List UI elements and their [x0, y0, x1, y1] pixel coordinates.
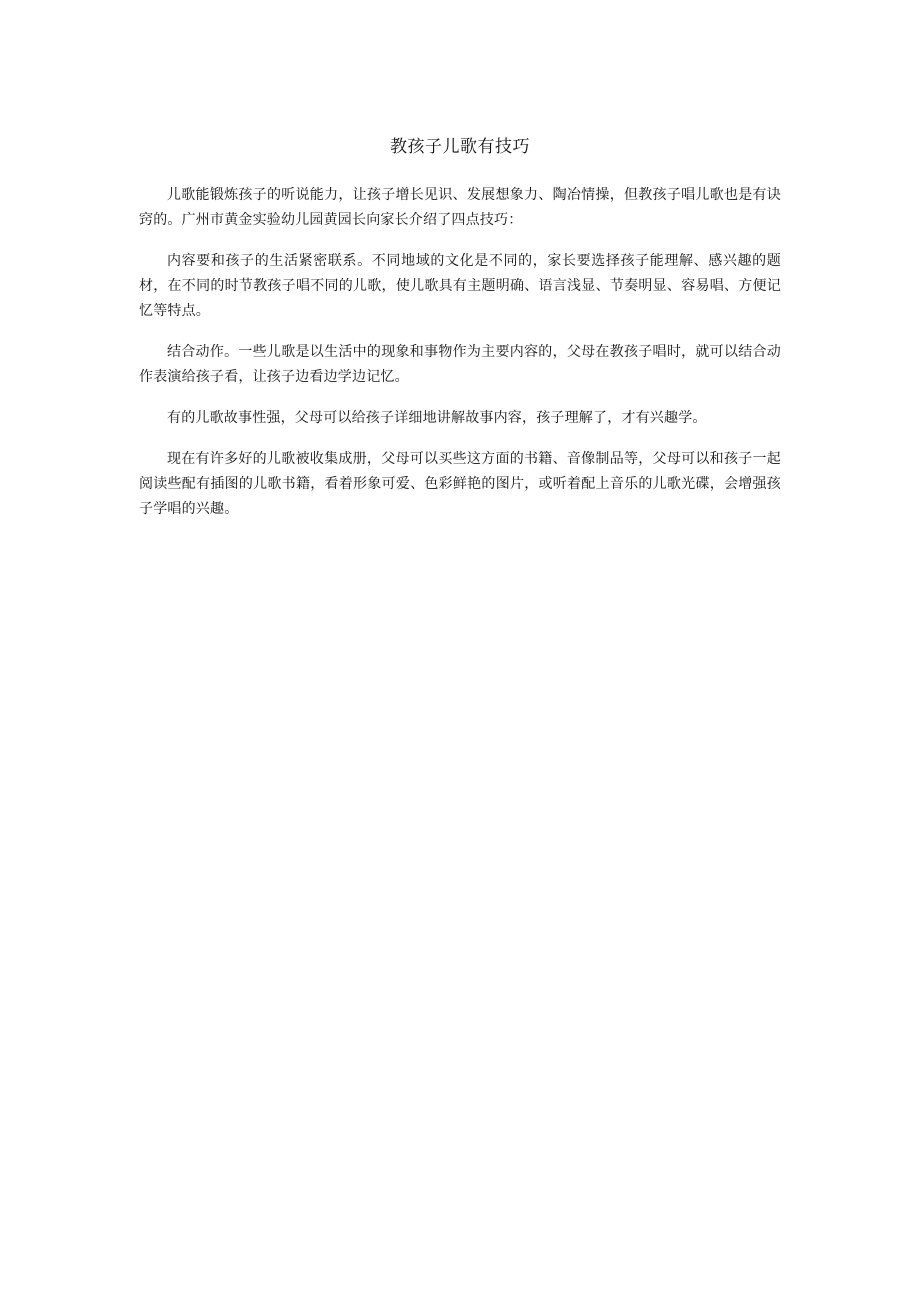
document-title: 教孩子儿歌有技巧	[390, 137, 530, 157]
paragraph-tip-books: 现在有许多好的儿歌被收集成册，父母可以买些这方面的书籍、音像制品等，父母可以和孩子一起阅读些配有插图的儿歌书籍，看着形象可爱、色彩鲜艳的图片，或听着配上音乐的儿歌光碟，会增强孩子学唱的兴趣。	[139, 451, 781, 517]
paragraph-tip-actions: 结合动作。一些儿歌是以生活中的现象和事物作为主要内容的，父母在教孩子唱时，就可以结合动作表演给孩子看，让孩子边看边学边记忆。	[139, 344, 781, 385]
paragraph-tip-story: 有的儿歌故事性强，父母可以给孩子详细地讲解故事内容，孩子理解了，才有兴趣学。	[167, 410, 707, 426]
paragraph-tip-content: 内容要和孩子的生活紧密联系。不同地域的文化是不同的，家长要选择孩子能理解、感兴趣的题材，在不同的时节教孩子唱不同的儿歌，使儿歌具有主题明确、语言浅显、节奏明显、容易唱、方便记忆等特点。	[139, 253, 781, 319]
paragraph-intro: 儿歌能锻炼孩子的听说能力，让孩子增长见识、发展想象力、陶冶情操，但教孩子唱儿歌也是有诀窍的。广州市黄金实验幼儿园黄园长向家长介绍了四点技巧：	[139, 187, 781, 228]
document-body	[139, 133, 781, 538]
